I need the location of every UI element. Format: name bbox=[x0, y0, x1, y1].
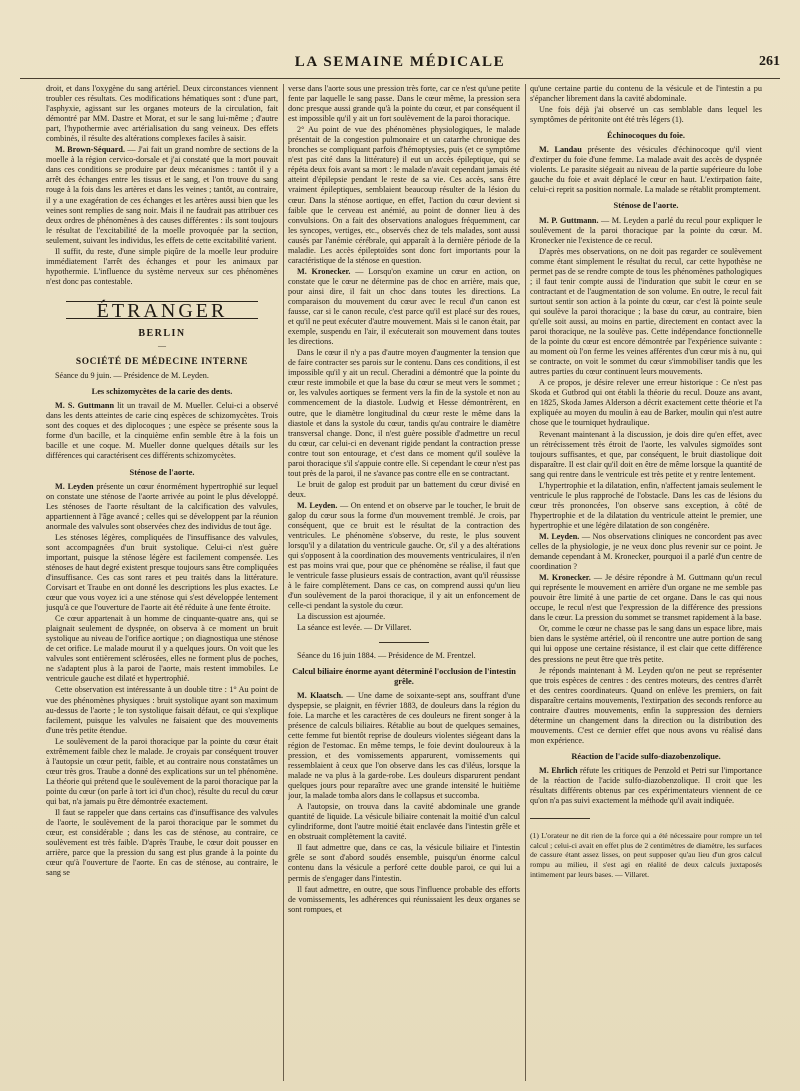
paragraph: Il faut admettre que, dans ce cas, la vésicule biliaire et l'intestin grêle se sont d'abord soudés ensemble, puisqu'un énorme calcul contenu dans la vésicule a perforé cette double paroi, ce qui lui a permis de s'engager dans l'intestin. bbox=[288, 843, 520, 883]
footnote bbox=[530, 831, 762, 879]
paragraph bbox=[530, 216, 762, 246]
paragraph: Ce cœur appartenait à un homme de cinquante-quatre ans, qui se plaignait seulement de dyspnée, on observa à ce moment un bruit systolique au niveau de l'orifice aortique ; on diagnostiqua une sténose de cet orifice. Le malade mourut il y a quelques jours. On voit que les valvules sont entièrement sclérosées, elles ne forment plus de poches, ne s'adaptent plus à la paroi de l'aorte, mais restent immobiles. Le ventricule gauche est dilaté et hypertrophié. bbox=[46, 614, 278, 684]
paragraph bbox=[46, 145, 278, 245]
paragraph: A l'autopsie, on trouva dans la cavité abdominale une grande quantité de liquide. La vésicule biliaire contenait la moitié d'un calcul cylindriforme, dont l'autre moitié était enclavée dans l'intestin grêle et en obstruait complètement la cavité. bbox=[288, 802, 520, 842]
paragraph bbox=[530, 532, 762, 572]
paragraph: La séance est levée. — Dr Villaret. bbox=[297, 623, 412, 633]
paragraph: Cette observation est intéressante à un double titre : 1° Au point de vue des phénomènes physiques : bruit systolique ayant son maximum au-dessus de l'aorte ; le ton systolique faisait défaut, ce qui s'explique facilement, puisque les valvules ne faisaient que des mouvements d'une très petite étendue. bbox=[46, 685, 278, 735]
paragraph bbox=[530, 573, 762, 623]
paragraph: Les sténoses légères, compliquées de l'insuffisance des valvules, sont accompagnées d'un bruit systolique. Celui-ci n'est guère important, puisque la sténose légère est facilement compensée. Les sténoses de haut degré existent presque toujours sans être compliquées d'insuffisance. Ces cas sont rares et peu traités dans la littérature. Corvisart et Traube en ont donné les descriptions les plus exactes. Le cœur que vous voyez ici a une sténose qui s'est développée lentement jusqu'à ce que l'ouverture de l'aorte ait été réduite à une fente étroite. bbox=[46, 532, 278, 613]
paragraph: Une fois déjà j'ai observé un cas semblable dans lequel les symptômes de péritonite ont été très légers (1). bbox=[530, 105, 762, 125]
paragraph: verse dans l'aorte sous une pression très forte, car ce n'est qu'une petite fente par laquelle le sang passe. Dans le cœur même, la pression sera donc presque aussi grande qu'à la pointe du cœur, et par conséquent il est impossible qu'il y ait un fort soulèvement de la paroi thoracique. bbox=[288, 84, 520, 124]
footnote-text: (1) L'orateur ne dit rien de la force qui a été nécessaire pour rompre un tel calcul ; celui-ci avait en effet plus de 2 centimètres de diamètre, les surfaces de cassure étant assez lisses, on peut supposer qu'au lieu d'un gros calcul rompu au milieu, il s'est agi en réalité de deux calculs juxtaposés intimement par leurs bases. bbox=[530, 831, 762, 879]
paragraph bbox=[288, 267, 520, 347]
speaker: M. Landau bbox=[539, 145, 582, 155]
paragraph: Le bruit de galop est produit par un battement du cœur divisé en deux. bbox=[288, 479, 520, 499]
page-number: 261 bbox=[759, 54, 780, 69]
speaker: M. Kronecker. bbox=[297, 266, 351, 276]
speaker: M. Ehrlich bbox=[539, 766, 578, 775]
paragraph-text: réfute les critiques de Penzold et Petri sur l'importance de la réaction de l'acide sulfo-diazobenzolique. Il croit que les résultats différents obtenus par ces expérimentateurs viennent de ce qu'on n'a pas suivi exactement la méthode qu'il avait indiquée. bbox=[530, 766, 762, 806]
section-heading-etranger: ÉTRANGER bbox=[66, 301, 258, 319]
paragraph-text: — M. Leyden a parlé du recul pour expliquer le soulèvement de la paroi thoracique par la pointe du cœur. M. Kronecker nie l'existence de ce recul. bbox=[530, 215, 762, 245]
speaker: M. P. Guttmann. bbox=[539, 215, 599, 225]
column-3 bbox=[530, 84, 762, 1081]
paragraph: Je réponds maintenant à M. Leyden qu'on ne peut se représenter que trois espèces de centres : des centres moteurs, des centres d'arrêt et des centres coordinateurs. Quand on enlève les premiers, on fait disparaître certains mouvements, l'extirpation des seconds renforce au contraire d'autres mouvements, enfin la suppression des derniers détermine un changement dans la direction ou la distribution des mouvements. C'est ce dernier effet que nous avons vu réalisé dans mon expérience. bbox=[530, 665, 762, 745]
section-banner bbox=[46, 299, 278, 322]
subsection-title: Sténose de l'aorte. bbox=[613, 201, 679, 211]
speaker: M. Brown-Séquard. bbox=[55, 145, 126, 155]
society-heading: SOCIÉTÉ DE MÉDECINE INTERNE bbox=[75, 357, 249, 368]
paragraph-text: — Je désire répondre à M. Guttmann qu'un recul qui représente le mouvement en arrière d'un organe ne me semble pas pouvoir être limité à une partie de cet organe. Dans le cas qui nous occupe, le recul n'est que l'expression de la différence des pressions dans le cœur. La pression du sommet se transmet rapidement à la base. bbox=[530, 573, 762, 623]
speaker: M. Klaatsch. bbox=[297, 690, 344, 700]
speaker: M. Leyden. bbox=[297, 500, 338, 510]
paragraph: droit, et dans l'oxygène du sang artériel. Deux circonstances viennent troubler ces résultats. Ces modifications hématiques sont : d'une part, l'asphyxie, agissant sur les organes moteurs de la circulation, fait démontré par MM. Dastre et Morat, et sur le sang lui-même ; d'autre part, l'hypothermie avec artérialisation du sang veineux. Des effets combinés, il résulte des altérations complexes faciles à saisir. bbox=[46, 84, 278, 144]
subsection-title: Réaction de l'acide sulfo-diazobenzolique. bbox=[571, 751, 721, 761]
paragraph bbox=[46, 482, 278, 532]
journal-title: LA SEMAINE MÉDICALE bbox=[294, 54, 506, 70]
paragraph: Dans le cœur il n'y a pas d'autre moyen d'augmenter la tension que de faire contracter ses parois sur le contenu. Dans ces conditions, il est impossible qu'il y ait un recul. Cheradini a démontré que la pointe du cœur reste immobile et que la base du cœur se meut vers le sommet ; or, les valvules aortiques se ferment vers la fin de la systole et non au commencement de la diastole. Ludwig et Hesse démontrèrent, en outre, que le diamètre longitudinal du cœur reste le même dans la diastole et dans la systole du cœur, tandis qu'au contraire le diamètre transversal change. Donc, il n'est guère possible d'admettre un recul du cœur, car celui-ci en devenant rigide pendant la contraction presse contre tout son entourage, et c'est dans ce moment qu'il soulève la paroi thoracique s'il s'appuie contre elle. Si cependant le cœur n'est pas tout près de la paroi, il ne s'avance pas contre elle en se contractant. bbox=[288, 348, 520, 478]
subsection-title: Échinocoques du foie. bbox=[607, 131, 685, 141]
paragraph-text: — Une dame de soixante-sept ans, souffrant d'une dyspepsie, se plaignit, en février 1883, de douleurs dans la région du foie. La marche et les caractères de ces douleurs ne firent songer à la présence de calculs biliaires. Rétablie au bout de quelques semaines, cette femme fut bientôt reprise de douleurs violentes siégeant dans la région de l'estomac. En même temps, le foie devint douloureux à la pression, et des vomissements apparurent, vomissements qui ressemblaient à ceux que l'on observe dans les cas d'iléus, lorsque la malade ne va plus à la garde-robe. Les douleurs disparurent pendant quelques jours pour reparaître avec une grande intensité le huitième jour, la malade tomba alors dans le collapsus et succomba. bbox=[288, 690, 520, 801]
speaker: M. S. Guttmann bbox=[55, 401, 114, 411]
paragraph: L'hypertrophie et la dilatation, enfin, n'affectent jamais seulement le ventricule le plus rapproché de l'obstacle. Dans les cas de lésions du cœur très prononcées, l'on observe sans exception, à côté de l'hypertrophie et de la dilatation du ventricule atteint le premier, une hypertrophie et une légère dilatation de son congénère. bbox=[530, 480, 762, 530]
paragraph: 2° Au point de vue des phénomènes physiologiques, le malade présentait de la congestion pulmonaire et un catarrhe chronique des bronches se compliquant parfois d'hémoptysies, puis (et ce symptôme n'est pas cité dans la littérature) il eut un accès épileptique, qui se répéta deux fois avant sa mort : le malade n'avait cependant jamais été atteint d'épilepsie pendant le reste de sa vie. Ces accès, sans être vraiment épileptiques, semblaient beaucoup résulter de la lésion du cœur. Dans la sténose aortique, en effet, l'action du cœur devient si faible que le cerveau est anémié, au point de donner lieu à des convulsions. On a fait des observations analogues fréquemment, car les syncopes, vertiges, etc., observés chez de tels malades, sont aussi causés par l'anémie cérébrale, qui apparaît à la dernière période de la maladie. Les accès épileptoïdes sont donc fort importants pour la caractéristique de la sténose en question. bbox=[288, 125, 520, 265]
paragraph-text: — On entend et on observe par le toucher, le bruit de galop du cœur sous la forme d'un mouvement tremblé. Je crois, par conséquent, que ce bruit est le résultat de la contraction des ventricules. Le phénomène s'observe, du reste, le plus souvent lorsqu'il y a dilatation du ventricule gauche. Or, s'il y a des altérations qui s'opposent à la coordination des mouvements ventriculaires, il n'en est pas moins vrai que, pour que ce phénomène se réalise, il faut que le ventricule fasse plusieurs essais de contraction, avant qu'il réussisse à le faire complètement. Dans ce cas, on comprend aussi qu'un lieu d'un soulèvement de la paroi thoracique, il y ait un enfoncement de celle-ci pendant la systole du cœur. bbox=[288, 500, 520, 611]
paragraph: D'après mes observations, on ne doit pas regarder ce soulèvement comme étant simplement le résultat du recul, car cette hypothèse ne permet pas de se rendre compte de tous les phénomènes pathologiques ; il faut tenir compte aussi de l'induration que subit le cœur en se contractant et de l'augmentation de son volume. En outre, le recul fait surtout sentir son action à la pointe du cœur, car c'est là pointe seule qui soulève la paroi thoracique ; la base du cœur, au contraire, bien qu'elle soit aussi, au moins en partie, directement en contact avec la paroi thoracique, ne la soulève pas. Cette indépendance fonctionnelle de la pointe du cœur est encore démontrée par l'expérience suivante : au moment où l'on ferme les veines afférentes d'un cœur mis à nu, qui se contracte, on voit le sommet du cœur s'immobiliser tandis que les autres parties du cœur continuent leurs mouvements. bbox=[530, 246, 762, 377]
column-divider bbox=[283, 84, 284, 1081]
paragraph: La discussion est ajournée. bbox=[297, 612, 386, 622]
column-2 bbox=[288, 84, 520, 1081]
header-rule bbox=[20, 78, 780, 79]
page-header bbox=[20, 52, 780, 76]
subsection-title: Calcul biliaire énorme ayant déterminé l'occlusion de l'intestin grêle. bbox=[292, 666, 516, 686]
paragraph: qu'une certaine partie du contenu de la vésicule et de l'intestin a pu s'épancher librement dans la cavité abdominale. bbox=[530, 84, 762, 104]
subsection-title: Les schizomycètes de la carie des dents. bbox=[91, 387, 233, 397]
short-rule bbox=[379, 642, 429, 643]
paragraph bbox=[530, 766, 762, 806]
paragraph: Il faut se rappeler que dans certains cas d'insuffisance des valvules de l'aorte, le soulèvement de la paroi thoracique par le sommet du cœur, est considérable ; dans les cas de sténose, au contraire, ce soulèvement est très faible. D'après Traube, le cœur doit pousser en arrière, parce que la pression du sang est plus grande à la pointe du cœur qu'à l'ouverture de l'aorte. En cas de sténose, au contraire, le sang se bbox=[46, 808, 278, 878]
paragraph bbox=[46, 401, 278, 461]
subsection-title: Sténose de l'aorte. bbox=[129, 467, 195, 477]
paragraph-text: lit un travail de M. Mueller. Celui-ci a observé dans les dents atteintes de carie cinq espèces de schizomycètes. Trois sont des coques et des diplocoques ; une espèce se présente sous la forme d'un bacille, et la cinquième enfin semble être à la fois un bacille et une coque. M. Mueller donne quelques détails sur les différences qui caractérisent ces différents schizomycètes. bbox=[46, 401, 278, 461]
paragraph: Il suffit, du reste, d'une simple piqûre de la moelle leur produire immédiatement l'arrêt des échanges et pour les animaux par hypothermie. L'influence du système nerveux sur ces phénomènes n'est donc pas contestable. bbox=[46, 246, 278, 286]
paragraph-text: — Nos observations cliniques ne concordent pas avec celles de la physiologie, je ne veux donc plus revenir sur ce point. Je demande cependant à M. Kronecker, pourquoi il a parlé d'un centre de coordination ? bbox=[530, 531, 762, 572]
session-line: Séance du 9 juin. — Présidence de M. Leyden. bbox=[55, 371, 209, 381]
paragraph: Le soulèvement de la paroi thoracique par la pointe du cœur était extrêmement faible chez le malade. Je croyais par conséquent trouver à l'autopsie un cœur petit, faible, et au contraire nous constatâmes un cœur très gros. Traube a donné des explications sur un tel phénomène. La théorie qui prétend que le soulèvement de la paroi thoracique par la pointe du cœur (on parle à tort ici d'un choc), résulte du recul du cœur qui bat, n'a jamais pu être démontrée exactement. bbox=[46, 736, 278, 806]
footnote-signature: — Villaret. bbox=[615, 869, 649, 879]
paragraph bbox=[288, 691, 520, 802]
column-1 bbox=[46, 84, 278, 1081]
paragraph bbox=[288, 501, 520, 612]
paragraph: A ce propos, je désire relever une erreur historique : Ce n'est pas Skoda et Gutbrod qui ont établi la théorie du recul. Douze ans avant, en 1825, Skoda James Alderson a décrit exactement cette théorie et l'a expliquée au moyen du moulin à eau de Barker, moulin qui n'est autre chose que le tourniquet hydraulique. bbox=[530, 378, 762, 428]
speaker: M. Leyden. bbox=[539, 531, 580, 541]
paragraph-text: présente des vésicules d'échinocoque qu'il vient d'extirper du foie d'une femme. La malade avait des accès de dyspnée violents. Le parasite siégeait au niveau de la partie supérieure du lobe gauche du foie et avait déplacé le cœur en haut. L'extirpation faite, celui-ci reprit sa position normale. La malade se rétablit promptement. bbox=[530, 145, 762, 195]
city-heading: BERLIN bbox=[138, 327, 186, 339]
paragraph-text: — Lorsqu'on examine un cœur en action, on constate que le cœur ne détermine pas de choc en arrière, mais que, pour ainsi dire, il fait un choc dans toutes les directions. La comparaison du mouvement du cœur avec le recul d'un canon est fausse, car si le canon recule, c'est parce qu'il est placé sur des roues, et qu'il ne peut exécuter d'autre mouvement. Mais si le canon était, par exemple, suspendu en l'air, il exécuterait son mouvement dans toutes les directions. bbox=[288, 266, 520, 347]
paragraph-text: présente un cœur énormément hypertrophié sur lequel on constate une sténose de l'aorte arrivée au point le plus développé. Les sténoses de l'aorte résultant de la calcification des valvules, appartiennent à l'âge avancé ; celles qui se développent par la réunion anormale des valvules sont observées chez des individus de tout âge. bbox=[46, 481, 278, 531]
paragraph: Il faut admettre, en outre, que sous l'influence probable des efforts de vomissements, les adhérences qui réunissaient les deux organes se sont rompues, et bbox=[288, 884, 520, 914]
paragraph: Or, comme le cœur ne chasse pas le sang dans un espace libre, mais bien dans le système artériel, où il rencontre une autre portion de sang qui lui oppose une certaine résistance, il est clair que cette différence des pressions ne peut être que très petite. bbox=[530, 624, 762, 664]
column-divider bbox=[525, 84, 526, 1081]
separator-dash: — bbox=[158, 341, 166, 351]
paragraph bbox=[530, 145, 762, 195]
speaker: M. Leyden bbox=[55, 481, 94, 491]
footnote-rule bbox=[530, 818, 590, 819]
session-line: Séance du 16 juin 1884. — Présidence de M. Frentzel. bbox=[297, 650, 476, 660]
paragraph-text: — J'ai fait un grand nombre de sections de la moelle à la région cervico-dorsale et j'ai constaté que la mort pouvait dans ces conditions se produire par deux mécanismes : tantôt il y a arrêt des échanges entre les tissus et le sang, et l'on trouve du sang rouge à la fois dans les artères et dans les veines ; tantôt, au contraire, il y a une exagération de ces échanges et les artères aussi bien que les veines sont remplies de sang noir. Mais il ne faudrait pas attribuer ces deux ordres de phénomènes à des causes différentes : ils sont toujours le résultat de l'excitabilité de la moelle provoquée par la section, seulement, suivant les individus, les effets de cette excitabilité varient. bbox=[46, 145, 278, 245]
speaker: M. Kronecker. bbox=[539, 573, 591, 583]
paragraph: Revenant maintenant à la discussion, je dois dire qu'en effet, avec un rétrécissement très étroit de l'aorte, les valvules sigmoïdes sont toujours suffisantes, et que, par conséquent, le bruit diastolique doit disparaître. Il est clair qu'il doit en être de même lorsque la quantité de sang qui rentre dans le ventricule est très petite et y rentre lentement. bbox=[530, 429, 762, 479]
